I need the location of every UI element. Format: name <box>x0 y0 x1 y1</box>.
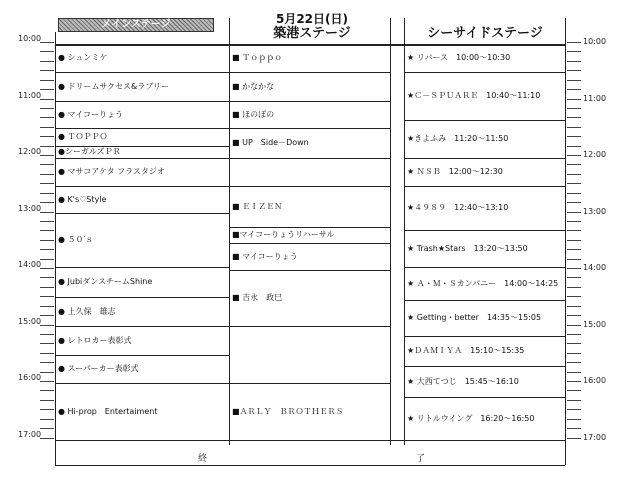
time-label-right: 15:00 <box>583 319 607 329</box>
time-tick <box>567 136 581 137</box>
time-tick <box>40 306 54 307</box>
time-tick <box>567 438 581 439</box>
time-tick <box>40 99 54 100</box>
time-tick <box>567 146 581 147</box>
time-tick <box>567 183 581 184</box>
main-stage-item: ● ５０′ｓ <box>58 235 94 244</box>
grid-vertical-line <box>229 18 230 445</box>
time-tick <box>40 390 54 391</box>
cell-divider <box>229 227 390 228</box>
grid-vertical-line <box>390 18 391 445</box>
port-stage-item: ■ UP Side－Down <box>232 138 309 147</box>
time-tick <box>40 325 54 326</box>
seaside-stage-item: ★ リトルウイング 16:20～16:50 <box>407 413 535 423</box>
time-tick <box>40 240 54 241</box>
time-tick <box>567 61 581 62</box>
time-label-right: 12:00 <box>583 150 607 159</box>
time-label-right: 17:00 <box>583 432 607 442</box>
time-tick <box>567 353 581 354</box>
time-tick <box>567 325 581 326</box>
time-tick <box>567 155 581 156</box>
time-tick <box>567 362 581 363</box>
cell-divider <box>55 383 229 384</box>
main-stage-item: ● K's♡Style <box>58 194 107 204</box>
port-stage-item: ■ＡＲＬＹ ＢＲＯＴＨＥＲＳ <box>232 406 344 416</box>
time-tick <box>40 193 54 194</box>
time-tick <box>40 61 54 62</box>
time-tick <box>567 221 581 222</box>
time-tick <box>40 108 54 109</box>
time-tick <box>567 249 581 250</box>
time-tick <box>567 277 581 278</box>
seaside-stage-item: ★ リバース 10:00～10:30 <box>407 53 511 62</box>
time-tick <box>567 164 581 165</box>
time-label-right: 13:00 <box>583 206 607 216</box>
time-label-left: 15:00 <box>18 316 42 326</box>
cell-divider <box>404 186 565 187</box>
port-stage-item: ■ Ｔｏｐｐｏ <box>232 53 283 62</box>
time-tick <box>567 409 581 410</box>
time-label-right: 14:00 <box>583 263 607 272</box>
time-tick <box>567 174 581 175</box>
main-stage-item: ● シュンミケ <box>58 53 108 62</box>
time-tick <box>40 381 54 382</box>
time-tick <box>567 268 581 269</box>
cell-divider <box>229 270 390 271</box>
time-tick <box>40 343 54 344</box>
seaside-stage-item: ★ Ａ・Ｍ・Ｓカンパニー 14:00～14:25 <box>407 278 559 288</box>
cell-divider <box>229 158 390 159</box>
time-tick <box>567 287 581 288</box>
time-tick <box>40 259 54 260</box>
time-tick <box>567 390 581 391</box>
time-tick <box>40 89 54 90</box>
time-tick <box>567 202 581 203</box>
seaside-stage-item: ★ Getting・better 14:35～15:05 <box>407 313 542 322</box>
time-tick <box>567 99 581 100</box>
time-tick <box>40 334 54 335</box>
cell-divider <box>229 326 390 327</box>
footer-end-left: 終 <box>198 454 208 464</box>
cell-divider <box>404 366 565 367</box>
time-tick <box>567 372 581 373</box>
time-tick <box>40 362 54 363</box>
seaside-stage-item: ★ 大西てつじ 15:45～16:10 <box>407 376 519 386</box>
cell-divider <box>55 267 229 268</box>
port-stage-header: 築港ステージ <box>273 26 351 41</box>
time-tick <box>40 221 54 222</box>
main-stage-header: メインステージ <box>58 18 214 32</box>
main-stage-item: ● JubiダンスチームShine <box>58 277 153 286</box>
main-stage-item: ● Hi-prop Entertaiment <box>58 406 158 416</box>
time-tick <box>567 259 581 260</box>
grid-vertical-line <box>55 32 56 465</box>
time-label-left: 17:00 <box>18 429 42 439</box>
time-label-right: 16:00 <box>583 376 607 385</box>
main-stage-item: ● スーパーカー表彰式 <box>58 364 139 373</box>
cell-divider <box>404 440 565 441</box>
time-tick <box>567 419 581 420</box>
time-label-left: 10:00 <box>18 34 42 43</box>
time-tick <box>40 372 54 373</box>
time-tick <box>40 230 54 231</box>
time-tick <box>40 296 54 297</box>
time-tick <box>40 268 54 269</box>
cell-divider <box>55 158 229 159</box>
time-label-right: 10:00 <box>583 37 607 46</box>
cell-divider <box>55 297 229 298</box>
time-tick <box>567 306 581 307</box>
main-stage-item: ●シーガルズＰＲ <box>58 147 121 156</box>
time-tick <box>40 136 54 137</box>
time-tick <box>567 296 581 297</box>
port-stage-item: ■ 吉永 政巳 <box>232 293 283 302</box>
time-tick <box>40 353 54 354</box>
cell-divider <box>55 186 229 187</box>
main-stage-item: ● ドリームサクセス&ラブリー <box>58 81 169 91</box>
time-tick <box>567 428 581 429</box>
time-tick <box>40 249 54 250</box>
seaside-stage-item: ★Ｃ－ＳＰＵＡＲＥ 10:40～11:10 <box>407 91 541 100</box>
time-tick <box>40 51 54 52</box>
seaside-stage-item: ★ ＮＳＢ 12:00～12:30 <box>407 167 503 176</box>
port-stage-item: ■ ほのぼの <box>232 109 275 119</box>
time-tick <box>567 212 581 213</box>
header-bottom-line <box>55 44 565 46</box>
cell-divider <box>404 120 565 121</box>
main-stage-item: ● レトロカー表彰式 <box>58 335 132 345</box>
time-tick <box>40 315 54 316</box>
time-tick <box>567 400 581 401</box>
cell-divider <box>55 213 229 214</box>
time-tick <box>40 287 54 288</box>
time-tick <box>40 212 54 213</box>
time-tick <box>40 277 54 278</box>
cell-divider <box>229 383 390 384</box>
cell-divider <box>55 72 229 73</box>
cell-divider <box>55 101 229 102</box>
cell-divider <box>229 72 390 73</box>
seaside-stage-item: ★４９８９ 12:40～13:10 <box>407 203 509 212</box>
cell-divider <box>404 397 565 398</box>
time-label-left: 12:00 <box>18 147 42 156</box>
cell-divider <box>229 440 390 441</box>
time-tick <box>40 419 54 420</box>
time-tick <box>567 381 581 382</box>
time-tick <box>567 70 581 71</box>
cell-divider <box>229 128 390 129</box>
time-tick <box>40 202 54 203</box>
event-date: 5月22日(日) <box>275 12 349 26</box>
seaside-stage-item: ★ＤＡＭＩＹＡ 15:10～15:35 <box>407 346 525 355</box>
time-tick <box>40 428 54 429</box>
time-label-right: 11:00 <box>583 93 607 103</box>
time-tick <box>567 127 581 128</box>
port-stage-item: ■マイコーりょうリハーサル <box>232 230 335 239</box>
time-label-left: 16:00 <box>18 373 42 382</box>
time-tick <box>567 117 581 118</box>
time-tick <box>567 80 581 81</box>
time-tick <box>567 42 581 43</box>
main-stage-item: ● マサコアケタ フラスタジオ <box>58 167 165 176</box>
cell-divider <box>229 101 390 102</box>
time-tick <box>40 174 54 175</box>
grid-vertical-line <box>404 18 405 445</box>
cell-divider <box>404 336 565 337</box>
time-tick <box>567 334 581 335</box>
seaside-stage-header: シーサイドステージ <box>427 26 543 41</box>
time-tick <box>567 108 581 109</box>
time-tick <box>567 240 581 241</box>
cell-divider <box>55 440 229 441</box>
cell-divider <box>55 355 229 356</box>
time-tick <box>567 193 581 194</box>
time-tick <box>40 42 54 43</box>
main-stage-item: ● 上久保 雄志 <box>58 306 116 316</box>
cell-divider <box>404 267 565 268</box>
cell-divider <box>55 326 229 327</box>
time-tick <box>40 400 54 401</box>
cell-divider <box>404 72 565 73</box>
cell-divider <box>404 158 565 159</box>
time-tick <box>40 409 54 410</box>
time-label-left: 13:00 <box>18 203 42 213</box>
time-tick <box>40 438 54 439</box>
cell-divider <box>404 230 565 231</box>
time-tick <box>567 315 581 316</box>
port-stage-item: ■ ＥＩＺＥＮ <box>232 201 283 211</box>
cell-divider <box>229 186 390 187</box>
time-label-left: 11:00 <box>18 90 42 100</box>
cell-divider <box>229 243 390 244</box>
time-tick <box>40 146 54 147</box>
seaside-stage-item: ★きよふみ 11:20～11:50 <box>407 134 509 143</box>
time-label-left: 14:00 <box>18 260 42 269</box>
time-tick <box>40 80 54 81</box>
cell-divider <box>55 128 229 129</box>
time-tick <box>40 155 54 156</box>
time-tick <box>567 230 581 231</box>
footer-end-right: 了 <box>416 454 426 464</box>
grid-bottom-line <box>55 465 565 466</box>
time-tick <box>40 183 54 184</box>
grid-vertical-line <box>565 18 566 465</box>
main-stage-item: ● ＴＯＰＰＯ <box>58 132 108 141</box>
seaside-stage-item: ★ Trash★Stars 13:20～13:50 <box>407 243 528 253</box>
port-stage-item: ■ マイコーりょう <box>232 251 298 261</box>
main-stage-item: ● マイコーりょう <box>58 109 124 119</box>
time-tick <box>567 89 581 90</box>
time-tick <box>40 164 54 165</box>
time-tick <box>40 117 54 118</box>
time-tick <box>40 70 54 71</box>
time-tick <box>567 51 581 52</box>
cell-divider <box>404 300 565 301</box>
port-stage-item: ■ かなかな <box>232 81 275 91</box>
time-tick <box>40 127 54 128</box>
time-tick <box>567 343 581 344</box>
